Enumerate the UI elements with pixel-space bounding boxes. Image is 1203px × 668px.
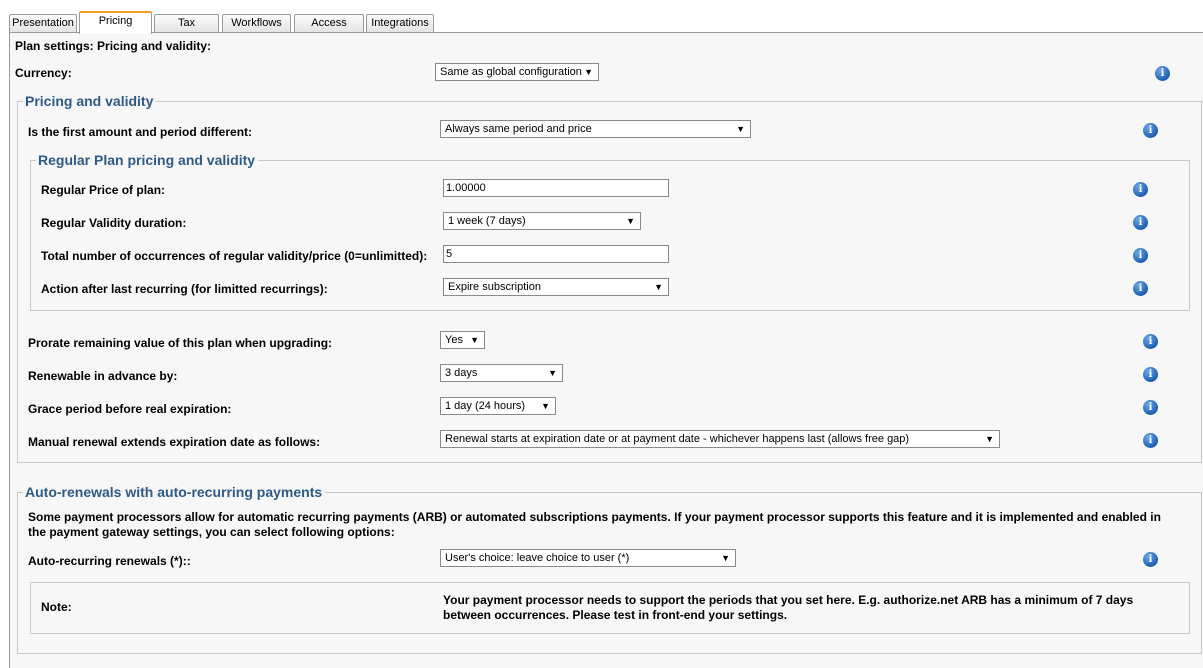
regular-plan-legend: Regular Plan pricing and validity	[36, 152, 258, 168]
action-after-select[interactable]	[443, 278, 669, 296]
auto-renewals-fieldset	[17, 484, 1202, 654]
first-amount-select[interactable]	[440, 120, 751, 138]
prorate-label: Prorate remaining value of this plan when upgrading:	[28, 336, 333, 350]
info-icon[interactable]: i	[1133, 281, 1148, 296]
info-icon[interactable]: i	[1143, 367, 1158, 382]
auto-recurring-label: Auto-recurring renewals (*)::	[28, 554, 191, 568]
note-box	[30, 582, 1190, 634]
chevron-down-icon: ▼	[985, 434, 994, 444]
first-amount-label: Is the first amount and period different:	[28, 125, 253, 139]
prorate-select[interactable]	[440, 331, 485, 349]
occurrences-label: Total number of occurrences of regular validity/price (0=unlimitted):	[41, 249, 428, 263]
renewable-select[interactable]	[440, 364, 563, 382]
chevron-down-icon: ▼	[548, 368, 557, 378]
info-icon[interactable]: i	[1133, 248, 1148, 263]
chevron-down-icon: ▼	[736, 124, 745, 134]
info-icon[interactable]: i	[1143, 123, 1158, 138]
manual-renewal-value: Renewal starts at expiration date or at payment date - whichever happens last (allows free gap)	[445, 433, 910, 445]
prorate-value: Yes	[445, 334, 463, 346]
note-label: Note:	[41, 600, 72, 614]
auto-renewals-description: Some payment processors allow for automatic recurring payments (ARB) or automated subscriptions payments. If your payment processor supports this feature and it is implemented and enabled in the payment gateway settings, you can select following options:	[28, 510, 1161, 539]
tab-pricing[interactable]: Pricing	[79, 11, 152, 34]
info-icon[interactable]: i	[1143, 400, 1158, 415]
tab-presentation[interactable]: Presentation	[9, 14, 77, 33]
renewable-value: 3 days	[445, 367, 478, 379]
auto-renewals-legend: Auto-renewals with auto-recurring payments	[23, 484, 325, 500]
info-icon[interactable]: i	[1143, 334, 1158, 349]
manual-renewal-select[interactable]	[440, 430, 1000, 448]
regular-price-label: Regular Price of plan:	[41, 183, 166, 197]
regular-price-input[interactable]	[443, 179, 669, 197]
first-amount-value: Always same period and price	[445, 123, 592, 135]
regular-validity-value: 1 week (7 days)	[448, 215, 526, 227]
pricing-legend: Pricing and validity	[23, 93, 156, 109]
currency-value: Same as global configuration	[440, 66, 582, 78]
plan-settings-title: Plan settings: Pricing and validity:	[15, 39, 212, 53]
tab-workflows[interactable]: Workflows	[222, 14, 291, 33]
grace-period-label: Grace period before real expiration:	[28, 402, 232, 416]
regular-validity-label: Regular Validity duration:	[41, 216, 187, 230]
renewable-label: Renewable in advance by:	[28, 369, 178, 383]
tab-access[interactable]: Access	[294, 14, 364, 33]
info-icon[interactable]: i	[1133, 215, 1148, 230]
info-icon[interactable]: i	[1143, 433, 1158, 448]
note-text: Your payment processor needs to support the periods that you set here. E.g. authorize.net ARB has a minimum of 7 days between occurrences. Please test in front-end your settings.	[443, 593, 1134, 622]
chevron-down-icon: ▼	[541, 401, 550, 411]
chevron-down-icon: ▼	[654, 282, 663, 292]
regular-validity-select[interactable]	[443, 212, 641, 230]
action-after-value: Expire subscription	[448, 281, 541, 293]
grace-period-value: 1 day (24 hours)	[445, 400, 526, 412]
info-icon[interactable]: i	[1133, 182, 1148, 197]
chevron-down-icon: ▼	[626, 216, 635, 226]
info-icon[interactable]: i	[1143, 552, 1158, 567]
action-after-label: Action after last recurring (for limitted recurrings):	[41, 282, 328, 296]
auto-recurring-value: User's choice: leave choice to user (*)	[445, 552, 630, 564]
chevron-down-icon: ▼	[470, 335, 479, 345]
auto-recurring-select[interactable]	[440, 549, 736, 567]
info-icon[interactable]: i	[1155, 66, 1170, 81]
chevron-down-icon: ▼	[584, 67, 593, 77]
grace-period-select[interactable]	[440, 397, 556, 415]
regular-plan-fieldset	[30, 152, 1190, 311]
occurrences-input[interactable]	[443, 245, 669, 263]
pricing-fieldset	[17, 93, 1202, 463]
manual-renewal-label: Manual renewal extends expiration date as follows:	[28, 435, 321, 449]
tab-tax[interactable]: Tax	[154, 14, 219, 33]
chevron-down-icon: ▼	[721, 553, 730, 563]
currency-select[interactable]	[435, 63, 599, 81]
tab-integrations[interactable]: Integrations	[366, 14, 434, 33]
currency-label: Currency:	[15, 66, 72, 80]
pricing-panel	[9, 32, 1203, 668]
